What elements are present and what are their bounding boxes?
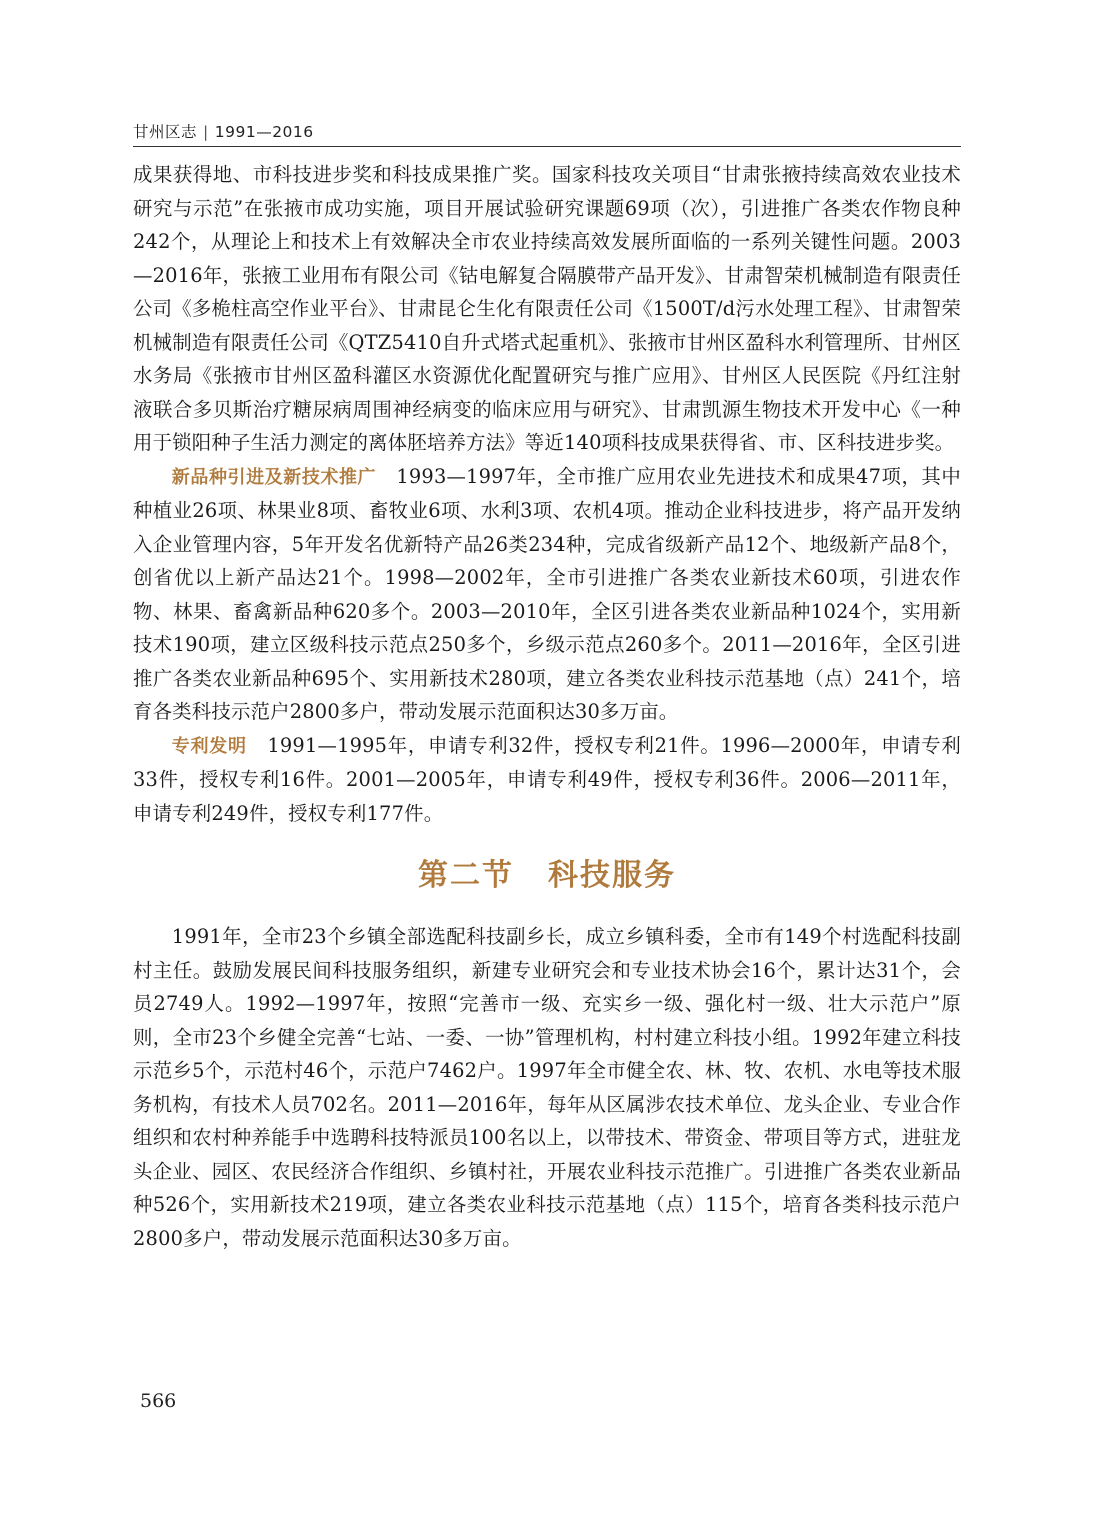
section-number: 第二节 — [418, 858, 514, 893]
paragraph-patents — [133, 729, 961, 831]
section-heading — [133, 856, 961, 896]
header-separator: | — [203, 123, 209, 141]
page-number: 566 — [140, 1390, 177, 1412]
paragraph-tech-services: 1991年，全市23个乡镇全部选配科技副乡长，成立乡镇科委，全市有149个村选配科技副村主任。鼓励发展民间科技服务组织，新建专业研究会和专业技术协会16个，累计达31个，会员2749人。1992—1997年，按照“完善市一级、充实乡一级、强化村一级、壮大示范户”原则，全市23个乡健全完善“七站、一委、一协”管理机构，村村建立科技小组。1992年建立科技示范乡5个，示范村46个，示范户7462户。1997年全市健全农、林、牧、农机、水电等技术服务机构，有技术人员702名。2011—2016年，每年从区属涉农技术单位、龙头企业、专业合作组织和农村种养能手中选聘科技特派员100名以上，以带技术、带资金、带项目等方式，进驻龙头企业、园区、农民经济合作组织、乡镇村社，开展农业科技示范推广。引进推广各类农业新品种526个，实用新技术219项，建立各类农业科技示范基地（点）115个，培育各类科技示范户2800多户，带动发展示范面积达30多万亩。 — [133, 925, 961, 1250]
paragraph-new-varieties — [133, 460, 961, 729]
header-book-title: 甘州区志 — [133, 123, 198, 141]
section-title: 科技服务 — [548, 858, 676, 893]
keyword-new-varieties: 新品种引进及新技术推广 — [171, 466, 377, 488]
body-text — [133, 158, 961, 1255]
paragraph-patents-text: 1991—1995年，申请专利32件，授权专利21件。1996—2000年，申请专利33件，授权专利16件。2001—2005年，申请专利49件，授权专利36件。2006—2011年，申请专利249件，授权专利177件。 — [133, 733, 961, 825]
paragraph-new-varieties-text: 1993—1997年，全市推广应用农业先进技术和成果47项，其中种植业26项、林果业8项、畜牧业6项、水利3项、农机4项。推动企业科技进步，将产品开发纳入企业管理内容，5年开发名优新特产品26类234种，完成省级新产品12个、地级新产品8个，创省优以上新产品达21个。1998—2002年，全市引进推广各类农业新技术60项，引进农作物、林果、畜禽新品种620多个。2003—2010年，全区引进各类农业新品种1024个，实用新技术190项，建立区级科技示范点250多个，乡级示范点260多个。2011—2016年，全区引进推广各类农业新品种695个、实用新技术280项，建立各类农业科技示范基地（点）241个，培育各类科技示范户2800多户，带动发展示范面积达30多万亩。 — [133, 464, 961, 723]
keyword-patents: 专利发明 — [171, 735, 247, 757]
header-years: 1991—2016 — [214, 123, 314, 141]
running-header — [133, 120, 961, 147]
paragraph-continuation: 成果获得地、市科技进步奖和科技成果推广奖。国家科技攻关项目“甘肃张掖持续高效农业技术研究与示范”在张掖市成功实施，项目开展试验研究课题69项（次），引进推广各类农作物良种242个，从理论上和技术上有效解决全市农业持续高效发展所面临的一系列关键性问题。2003—2016年，张掖工业用布有限公司《钴电解复合隔膜带产品开发》、甘肃智荣机械制造有限责任公司《多桅柱高空作业平台》、甘肃昆仑生化有限责任公司《1500T/d污水处理工程》、甘肃智荣机械制造有限责任公司《QTZ5410自升式塔式起重机》、张掖市甘州区盈科水利管理所、甘州区水务局《张掖市甘州区盈科灌区水资源优化配置研究与推广应用》、甘州区人民医院《丹红注射液联合多贝斯治疗糖尿病周围神经病变的临床应用与研究》、甘肃凯源生物技术开发中心《一种用于锁阳种子生活力测定的离体胚培养方法》等近140项科技成果获得省、市、区科技进步奖。 — [133, 163, 961, 454]
